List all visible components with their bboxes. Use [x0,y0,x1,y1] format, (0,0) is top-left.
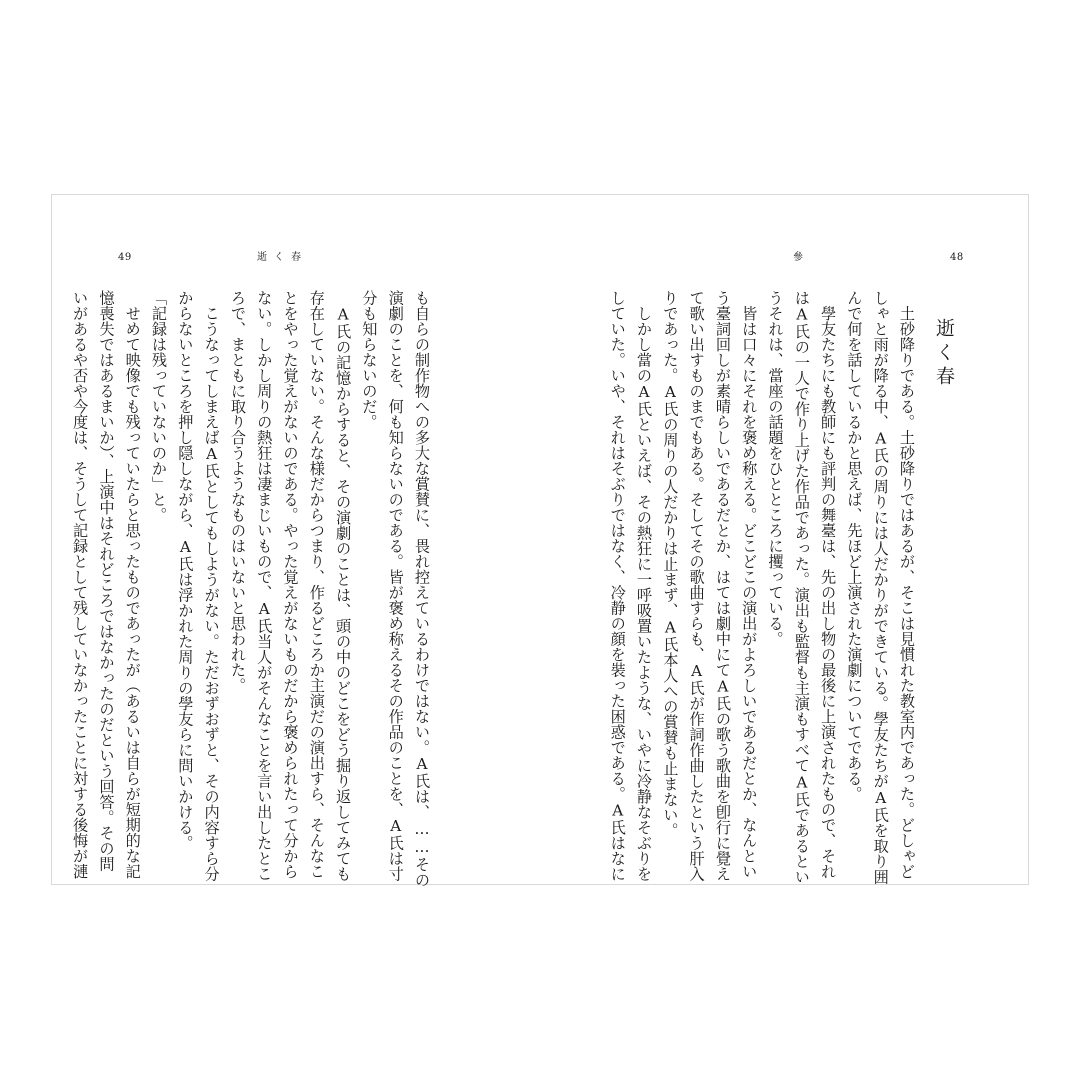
left-page-number: 49 [118,252,132,263]
text-line: も自らの制作物への多大な賞賛に、畏れ控えているわけではない。A氏は、……その [413,290,431,888]
text-line: 學友たちにも教師にも評判の舞臺は、先の出し物の最後に上演されたもので、それ [819,290,838,879]
text-line: て歌い出すものまでもある。そしてその歌曲すらも、A氏が作詞作曲したという肝入 [687,290,706,882]
text-line: 皆は口々にそれを褒め称える。どこどこの演出がよろしいであるだとか、なんとい [740,290,759,879]
right-page-body [602,290,920,885]
text-line: う臺詞回しが素晴らしいであるだとか、はては劇中にてA氏の歌う歌曲を卽行に覺え [713,290,732,882]
left-page-body [71,290,435,888]
text-line: うそれは、當座の話題をひとところに攫っている。 [766,290,785,647]
chapter-title: 逝く春 [933,318,955,390]
text-line: 「記録は残っていないのか」と。 [150,290,169,523]
right-page-number: 48 [950,252,964,263]
text-line: 存在していない。そんな様だからつまり、作るどころか主演だの演出すら、そんなこ [307,290,326,879]
text-line: からないところを押し隠しながら、A氏は浮かれた周りの學友らに問いかける。 [176,290,195,851]
text-line: A氏の記憶からすると、その演劇のことは、頭の中のどこをどう掘り返してみても [334,290,353,882]
text-line: りであった。A氏の周りの人だかりは止まず、A氏本人への賞賛も止まない。 [661,290,680,839]
text-line: しかし當のA氏といえば、その熱狂に一呼吸置いたような、いやに冷静なそぶりを [635,290,654,882]
text-line: こうなってしまえばA氏としてもしようがない。ただおずおずと、その内容すら分 [202,290,221,882]
text-line: 演劇のことを、何も知らないのである。皆が褒め称えるその作品のことを、A氏は寸 [386,290,405,882]
right-running-head: 參 [793,252,810,263]
text-line: 憶喪失ではあるまいか）、上演中はそれどころではなかったのだという回答。その問 [97,290,116,872]
text-line: せめて映像でも残っていたらと思ったものであったが（あるいは自らが短期的な記 [123,290,142,879]
text-line: 分も知らないのだ。 [360,290,379,430]
text-line: とをやった覚えがないのである。やった覚えがないものだから褒められたって分から [281,290,300,879]
text-line: ろで、まともに取り合うようなものはいないと思われた。 [228,290,247,693]
text-line: していた。いや、それはそぶりではなく、冷静の顔を裝った困惑である。A氏はなに [608,290,627,882]
text-line: ない。しかし周りの熱狂は凄まじいもので、A氏当人がそんなことを言い出したとこ [255,290,274,882]
text-line: んで何を話しているかと思えば、先ほど上演された演劇についてである。 [845,290,864,802]
left-running-head: 逝く春 [257,252,308,263]
text-line: しゃと雨が降る中、A氏の周りには人だかりができている。學友たちがA氏を取り囲 [871,290,890,885]
text-line: いがあるや否や今度は、そうして記録として残していなかったことに対する後悔が漣 [71,290,90,879]
text-line: はA氏の一人で作り上げた作品であった。演出も監督も主演もすべてA氏であるとい [792,290,811,885]
text-line: 土砂降りである。土砂降りではあるが、そこは見慣れた教室内であった。どしゃど [898,290,916,879]
